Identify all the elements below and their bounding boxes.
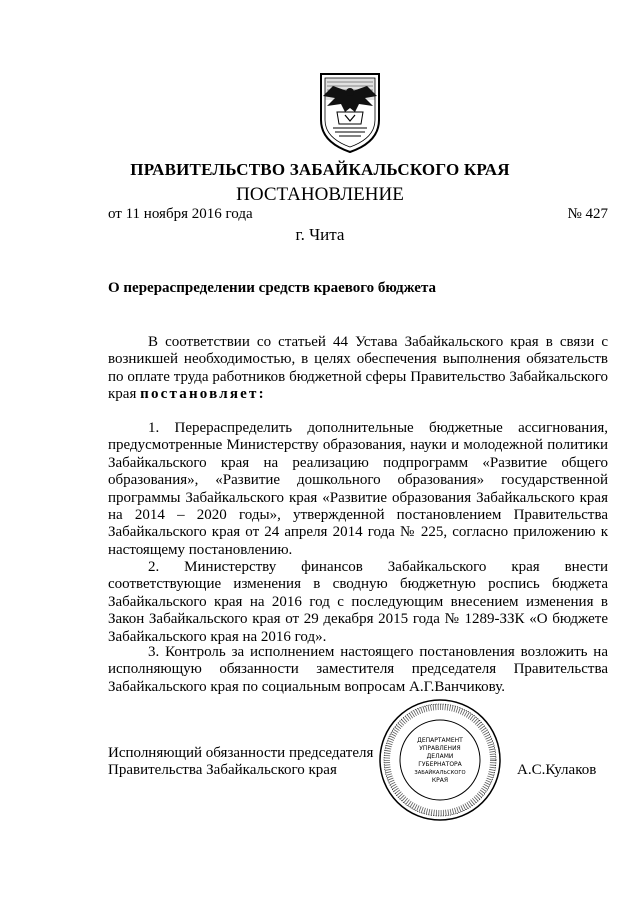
- intro-text: В соответствии со статьей 44 Устава Забайкальского края в связи с возникшей необходимостью, в целях обеспечения выполнения обязательств по оплате труда работников бюджетной сферы Правительство Забайкальского края: [108, 334, 608, 403]
- signatory-title-line-2: Правительства Забайкальского края: [108, 762, 337, 779]
- document-city: г. Чита: [295, 225, 345, 244]
- signatory-title-line-1: Исполняющий обязанности председателя: [108, 745, 374, 761]
- document-date: от 11 ноября 2016 года: [108, 206, 253, 222]
- svg-text:ЗАБАЙКАЛЬСКОГО: ЗАБАЙКАЛЬСКОГО: [414, 770, 466, 776]
- svg-text:ГУБЕРНАТОРА: ГУБЕРНАТОРА: [418, 761, 462, 768]
- official-seal-icon: [378, 698, 502, 822]
- svg-text:КРАЯ: КРАЯ: [431, 777, 449, 784]
- intro-paragraph: [108, 334, 608, 404]
- document-type: ПОСТАНОВЛЕНИЕ: [236, 184, 404, 205]
- signatory-title: [108, 745, 373, 780]
- item-2-paragraph: 2. Министерству финансов Забайкальского края внести соответствующие изменения в сводную бюджетную роспись бюджета Забайкальского края на 2016 год с последующим внесением изменения в Закон Забайкальского края от 29 декабря 2015 года № 1289-ЗЗК «О бюджете Забайкальского края на 2016 год».: [108, 559, 608, 645]
- decree-word: постановляет:: [140, 386, 266, 403]
- document-subject: О перераспределении средств краевого бюджета: [108, 280, 436, 296]
- item-1-paragraph: 1. Перераспределить дополнительные бюджетные ассигнования, предусмотренные Министерству образования, науки и молодежной политики Забайкальского края на реализацию подпрограмм «Развитие общего образования», «Развитие дошкольного образования» государственной программы Забайкальского края «Развитие образования Забайкальского края на 2014 – 2020 годы», утвержденной постановлением Правительства Забайкальского края от 24 апреля 2014 года № 225, согласно приложению к настоящему постановлению.: [108, 420, 608, 558]
- svg-text:УПРАВЛЕНИЯ: УПРАВЛЕНИЯ: [419, 745, 461, 752]
- item-3-paragraph: 3. Контроль за исполнением настоящего постановления возложить на исполняющую обязанности заместителя председателя Правительства Забайкальского края по социальным вопросам А.Г.Ванчикову.: [108, 644, 608, 695]
- svg-text:ДЕПАРТАМЕНТ: ДЕПАРТАМЕНТ: [417, 737, 463, 744]
- svg-text:ДЕЛАМИ: ДЕЛАМИ: [426, 753, 454, 760]
- government-title: ПРАВИТЕЛЬСТВО ЗАБАЙКАЛЬСКОГО КРАЯ: [130, 160, 510, 179]
- coat-of-arms-icon: [315, 68, 385, 156]
- signatory-name: А.С.Кулаков: [517, 762, 597, 778]
- document-number: № 427: [567, 206, 608, 222]
